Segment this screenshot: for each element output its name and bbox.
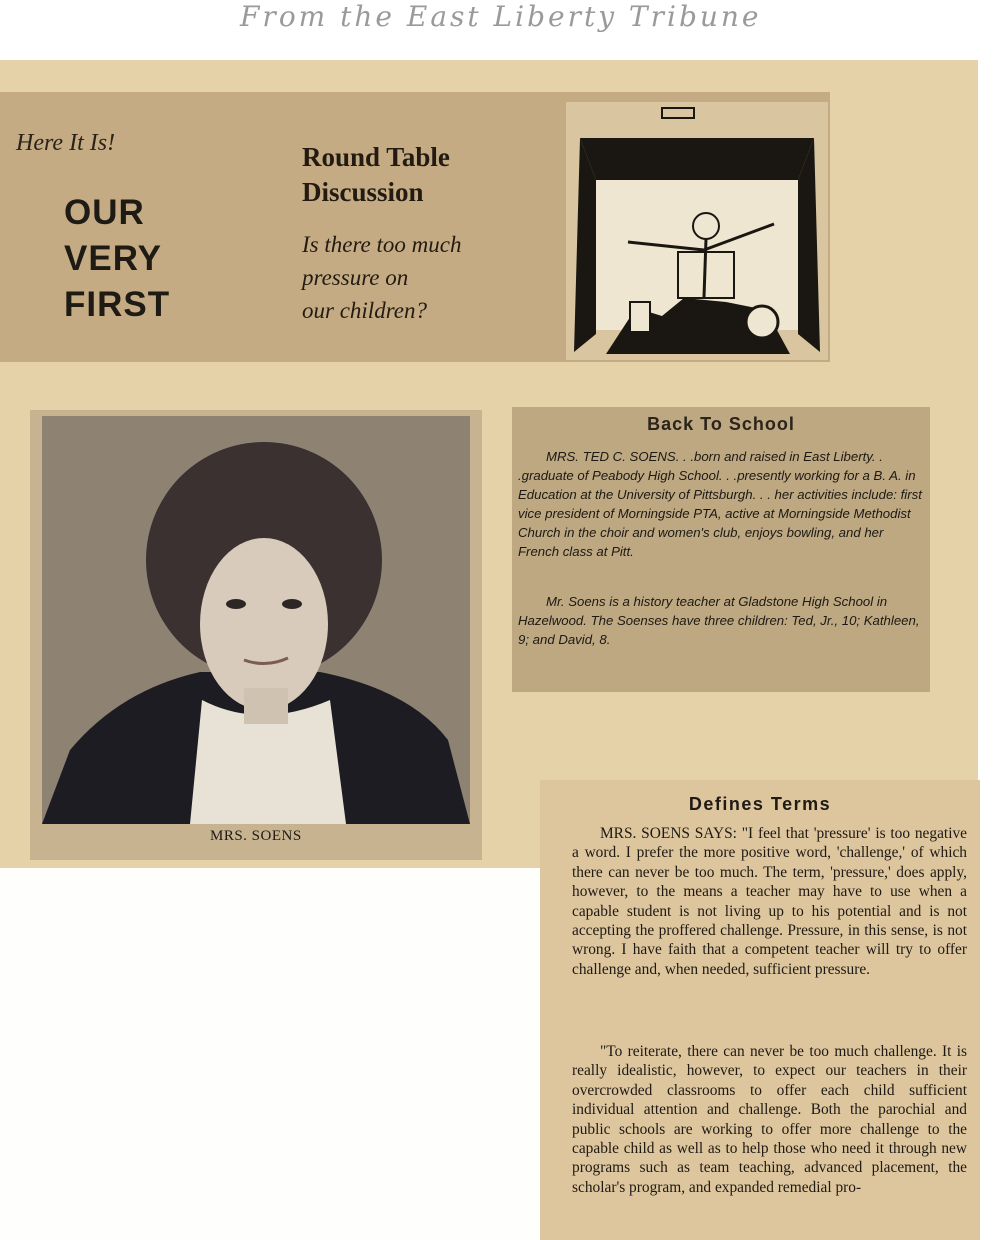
banner-our-very-first [64,190,170,328]
article-paragraph: "To reiterate, there can never be too much challenge. It is really idealistic, however, to expect our teachers in their overcrowded classrooms to offer each child sufficient individual attention and challenge. Both the parochial and public schools are working to offer more challenge to the capable child as well as to help those who need it through new programs such as team teaching, advanced placement, the scholar's program, and expanded remedial pro- [572,1043,967,1196]
kicker-text: Here It Is! [16,130,116,156]
banner-line: VERY [64,239,163,278]
back-to-school-clipping [512,407,930,692]
handwritten-source-note: From the East Liberty Tribune [240,0,762,33]
header-clipping [0,92,830,362]
back-to-school-heading: Back To School [647,414,795,434]
woman-portrait-image [30,410,482,860]
article-paragraph: MRS. SOENS SAYS: "I feel that 'pressure' is too negative a word. I prefer the more positive word, 'challenge,' of which there can never be too much. The term, 'pressure,' does apply, however, to the means a teacher may have to use when a capable student is not living up to his potential and is not accepting the proffered challenge. Pressure, in this sense, is not wrong. I have faith that a competent teacher will try to offer challenge and, when needed, sufficient pressure. [572,825,967,978]
portrait-photo-clipping [30,410,482,860]
family-paragraph: Mr. Soens is a history teacher at Gladstone High School in Hazelwood. The Soenses have three children: Ted, Jr., 10; Kathleen, 9; and David, 8. [518,594,920,647]
title-line: Round Table [302,142,450,172]
question-line: Is there too much [302,232,462,257]
title-line: Discussion [302,177,424,207]
bio-paragraph: MRS. TED C. SOENS. . .born and raised in East Liberty. . .graduate of Peabody High School. . .presently working for a B. A. in Education at the University of Pittsburgh. . . her activities include: first vice president of Morningside PTA, active at Morningside Methodist Church in the choir and women's club, enjoys bowling, and her French class at Pitt. [518,449,922,559]
banner-line: OUR [64,193,145,232]
round-table-title [302,140,450,210]
discussion-question [302,228,461,327]
student-cartoon-illustration [566,102,828,360]
question-line: pressure on [302,265,409,290]
defines-terms-clipping [540,780,980,1240]
defines-terms-heading: Defines Terms [688,794,832,814]
banner-line: FIRST [64,285,171,324]
question-line: our children? [302,298,427,323]
photo-caption: MRS. SOENS [210,828,302,844]
blank-paper-area [0,868,545,1240]
